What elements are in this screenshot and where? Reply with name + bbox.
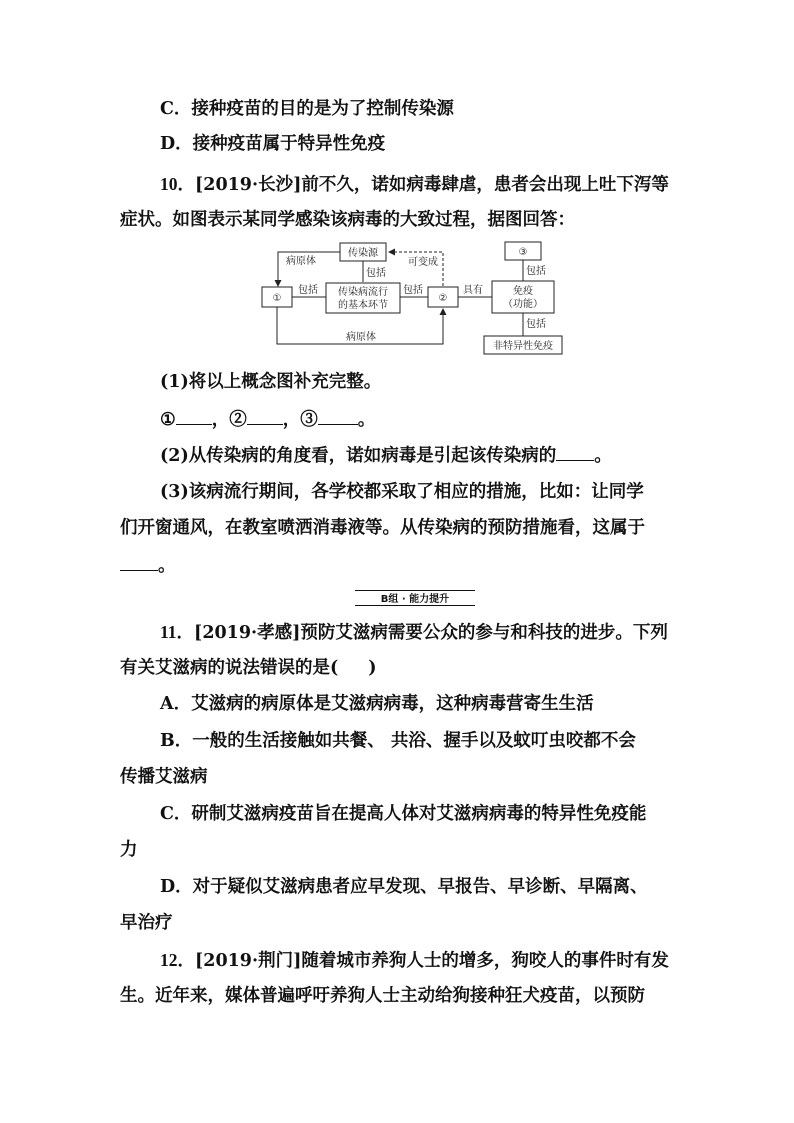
period: 。	[594, 446, 612, 466]
concept-map-diagram	[258, 236, 578, 358]
center-line2: 的基本环节	[338, 300, 388, 311]
pathogen-bottom-label: 病原体	[346, 332, 376, 343]
q10-stem-text: 前不久，诺如病毒肆虐，患者会出现上吐下泻等	[301, 175, 669, 195]
box-3-label: ③	[518, 247, 528, 258]
question-source: [2019·长沙]	[195, 175, 302, 195]
box-1-label: ①	[272, 293, 282, 304]
q11-option-d-line1: D．对于疑似艾滋病患者应早发现、早报告、早诊断、早隔离、	[160, 877, 648, 897]
question-source: [2019·荆门]	[195, 951, 302, 971]
circle-1: ①	[160, 410, 176, 430]
q12-stem-text: 随着城市养狗人士的增多，狗咬人的事件时有发	[301, 951, 669, 971]
section-title: B组 · 能力提升	[380, 594, 450, 605]
q10-part3-line2: 们开窗通风，在教室喷洒消毒液等。从传染病的预防措施看，这属于	[120, 518, 645, 538]
immunity-line1: 免疫	[513, 286, 533, 297]
q12-stem-line2: 生。近年来，媒体普遍呼吁养狗人士主动给狗接种狂犬疫苗，以预防	[120, 986, 645, 1006]
blank-5[interactable]	[120, 552, 158, 571]
section-header	[355, 590, 475, 606]
question-source: [2019·孝感]	[194, 623, 301, 643]
q11-stem-text2: 有关艾滋病的说法错误的是(	[120, 658, 339, 678]
q11-option-b-line2: 传播艾滋病	[120, 767, 208, 787]
q11-option-c-line1: C．研制艾滋病疫苗旨在提高人体对艾滋病病毒的特异性免疫能	[160, 804, 647, 824]
q12-stem-line1	[160, 948, 669, 973]
box-2-label: ②	[438, 293, 448, 304]
separator: ，	[211, 410, 230, 430]
option-c: C．接种疫苗的目的是为了控制传染源	[160, 99, 454, 119]
q11-stem-text: 预防艾滋病需要公众的参与和科技的进步。下列	[300, 623, 668, 643]
q10-part2	[160, 442, 612, 468]
source-box-label: 传染源	[348, 248, 378, 259]
include-bottom-label: 包括	[526, 319, 546, 330]
q10-stem-line1	[160, 172, 669, 197]
include-top-label: 包括	[526, 266, 546, 277]
separator: ，	[282, 410, 301, 430]
q11-option-a: A．艾滋病的病原体是艾滋病病毒，这种病毒营寄生生活	[160, 694, 594, 714]
period: 。	[158, 556, 176, 576]
include-left-label: 包括	[298, 285, 318, 296]
q11-option-c-line2: 力	[120, 840, 138, 860]
center-line1: 传染病流行	[338, 287, 388, 298]
q10-part1-blanks	[160, 406, 375, 432]
circle-3: ③	[300, 410, 318, 430]
blank-2[interactable]	[247, 406, 283, 425]
q10-part2-text: (2)从传染病的角度看，诺如病毒是引起该传染病的	[160, 446, 557, 466]
period: 。	[357, 410, 376, 430]
q10-part3-line3	[120, 552, 176, 578]
changeable-label: 可变成	[408, 257, 438, 268]
q10-part1-title: (1)将以上概念图补充完整。	[160, 372, 382, 392]
blank-3[interactable]	[318, 406, 358, 425]
q10-stem-line2: 症状。如图表示某同学感染该病毒的大致过程，据图回答：	[120, 210, 575, 230]
q10-part3-line1: (3)该病流行期间，各学校都采取了相应的措施，比如：让同学	[160, 482, 644, 502]
question-number: 11．	[160, 622, 195, 642]
immunity-line2: （功能）	[503, 299, 543, 310]
pathogen-top-label: 病原体	[286, 256, 316, 267]
option-d: D．接种疫苗属于特异性免疫	[160, 134, 386, 154]
paren-close: )	[368, 658, 377, 678]
q11-stem-line1	[160, 620, 668, 645]
question-number: 10．	[160, 174, 195, 194]
blank-4[interactable]	[556, 442, 594, 461]
include-right-label: 包括	[403, 285, 423, 296]
include-label-1: 包括	[366, 268, 386, 279]
question-number: 12．	[160, 950, 195, 970]
nonspecific-label: 非特异性免疫	[493, 341, 553, 352]
q11-option-d-line2: 早治疗	[120, 913, 173, 933]
blank-1[interactable]	[176, 406, 212, 425]
q11-stem-line2	[120, 656, 377, 680]
q11-option-b-line1: B．一般的生活接触如共餐、 共浴、握手以及蚊叮虫咬都不会	[160, 731, 636, 751]
circle-2: ②	[229, 410, 247, 430]
has-label: 具有	[463, 285, 483, 296]
